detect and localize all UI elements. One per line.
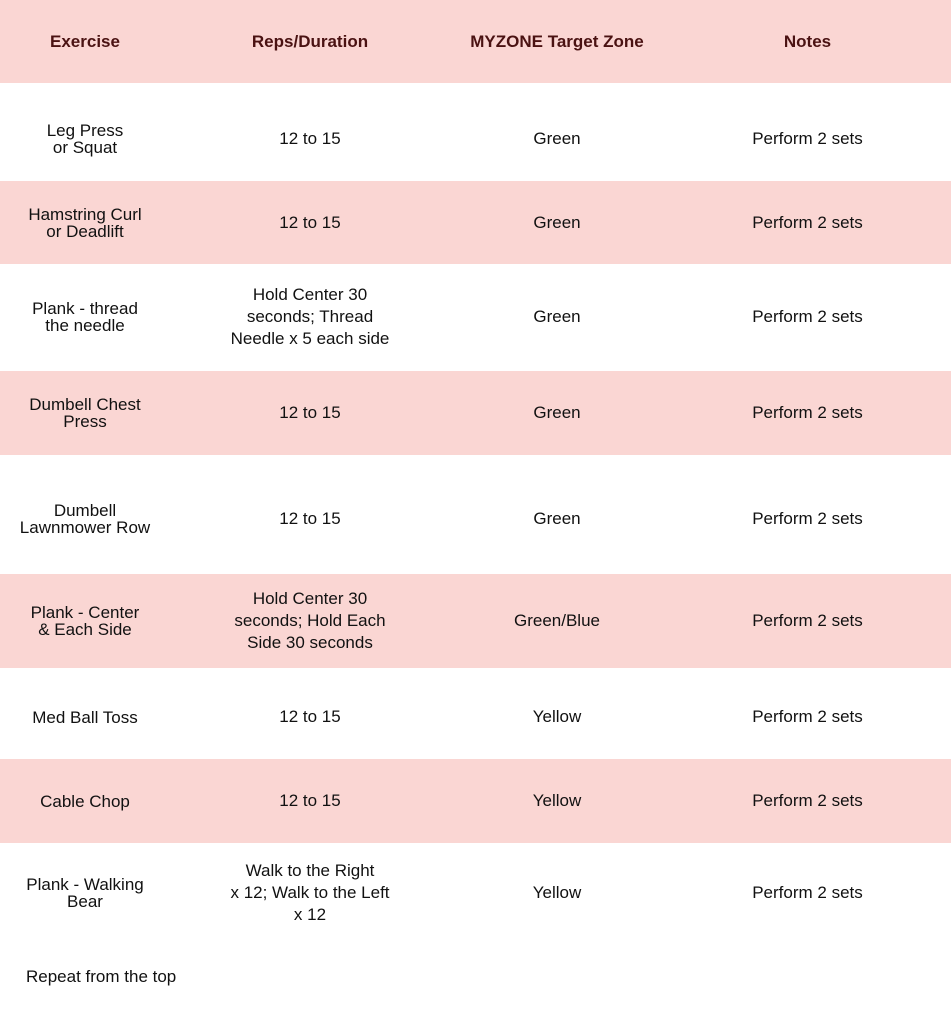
table-row bbox=[0, 181, 951, 264]
zone-cell: Yellow bbox=[532, 791, 582, 810]
exercise-cell: Dumbell Chest Press bbox=[29, 395, 141, 431]
table-row bbox=[0, 759, 951, 843]
zone-cell: Green bbox=[533, 212, 581, 232]
notes-cell: Perform 2 sets bbox=[752, 307, 863, 326]
zone-cell: Green bbox=[533, 128, 581, 148]
header-reps: Reps/Duration bbox=[251, 31, 369, 51]
header-notes: Notes bbox=[783, 31, 832, 51]
notes-cell: Perform 2 sets bbox=[752, 403, 863, 422]
reps-cell: 12 to 15 bbox=[279, 212, 341, 232]
table-header bbox=[0, 0, 951, 83]
table-row bbox=[0, 843, 951, 943]
zone-cell: Green bbox=[533, 509, 581, 528]
notes-cell: Perform 2 sets bbox=[752, 707, 863, 726]
table-row bbox=[0, 455, 951, 583]
notes-cell: Perform 2 sets bbox=[752, 883, 863, 902]
exercise-cell: Hamstring Curl or Deadlift bbox=[28, 204, 142, 241]
exercise-cell: Leg Press or Squat bbox=[46, 120, 124, 157]
table-row bbox=[0, 574, 951, 668]
zone-cell: Yellow bbox=[532, 883, 582, 902]
table-row bbox=[0, 371, 951, 455]
exercise-cell: Dumbell Lawnmower Row bbox=[19, 501, 151, 537]
repeat-note: Repeat from the top bbox=[26, 967, 177, 986]
zone-cell: Green bbox=[533, 403, 581, 422]
table-row bbox=[0, 97, 951, 180]
notes-cell: Perform 2 sets bbox=[752, 212, 863, 232]
reps-cell: 12 to 15 bbox=[279, 707, 341, 726]
reps-cell: 12 to 15 bbox=[279, 128, 341, 148]
zone-cell: Green/Blue bbox=[514, 611, 600, 630]
header-zone: MYZONE Target Zone bbox=[470, 31, 644, 51]
reps-cell: 12 to 15 bbox=[279, 791, 341, 810]
reps-cell: 12 to 15 bbox=[279, 509, 341, 528]
zone-cell: Yellow bbox=[532, 707, 582, 726]
zone-cell: Green bbox=[533, 307, 581, 326]
notes-cell: Perform 2 sets bbox=[752, 611, 863, 630]
exercise-cell: Plank - Center & Each Side bbox=[30, 603, 140, 639]
table-row bbox=[0, 264, 951, 370]
reps-cell: Hold Center 30 seconds; Hold Each Side 30 seconds bbox=[234, 589, 386, 652]
exercise-cell: Med Ball Toss bbox=[32, 707, 138, 727]
exercise-cell: Plank - thread the needle bbox=[32, 299, 138, 335]
reps-cell: 12 to 15 bbox=[279, 403, 341, 422]
reps-cell: Hold Center 30 seconds; Thread Needle x 5 each side bbox=[230, 285, 390, 348]
header-exercise: Exercise bbox=[50, 32, 120, 51]
notes-cell: Perform 2 sets bbox=[752, 791, 863, 810]
reps-cell: Walk to the Right x 12; Walk to the Left x 12 bbox=[230, 861, 390, 924]
notes-cell: Perform 2 sets bbox=[752, 128, 863, 148]
exercise-cell: Cable Chop bbox=[40, 791, 130, 811]
notes-cell: Perform 2 sets bbox=[752, 509, 863, 528]
table-row bbox=[0, 668, 951, 766]
exercise-cell: Plank - Walking Bear bbox=[26, 875, 144, 911]
